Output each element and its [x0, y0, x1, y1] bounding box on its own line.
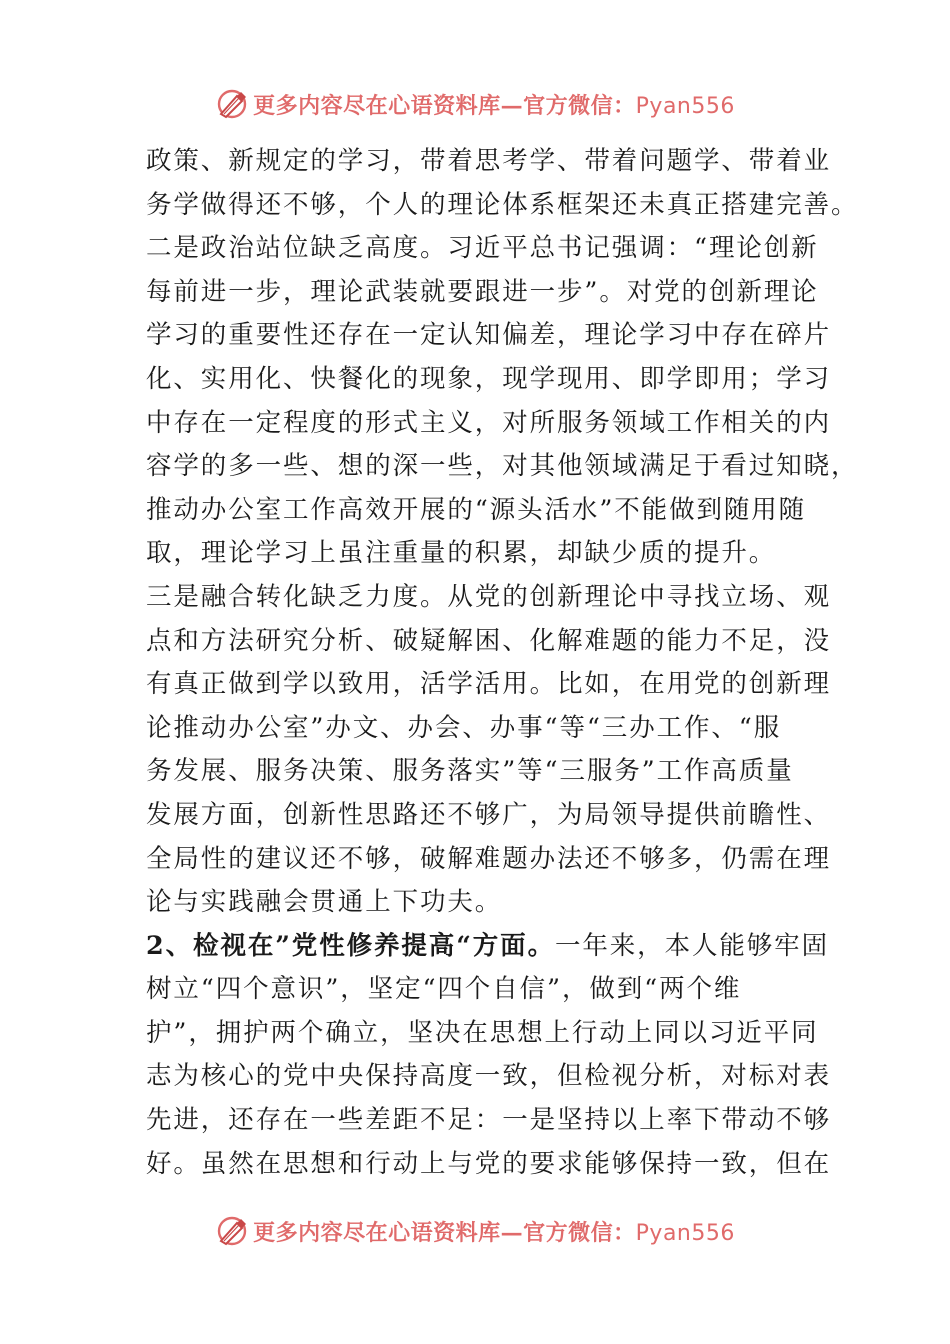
section-heading: 2、检视在”党性修养提高“方面。: [146, 930, 555, 961]
text-line: 好。虽然在思想和行动上与党的要求能够保持一致，但在: [146, 1148, 832, 1179]
text-line: 推动办公室工作高效开展的“源头活水”不能做到随用随: [146, 494, 807, 525]
header-watermark-text: 更多内容尽在心语资料库—官方微信：Pyan556: [253, 92, 735, 119]
text-line: 三是融合转化缺乏力度。从党的创新理论中寻找立场、观: [146, 581, 832, 612]
header-watermark-banner: [0, 82, 950, 126]
text-line: 二是政治站位缺乏高度。习近平总书记强调：“理论创新: [146, 233, 819, 264]
heading-continuation: 一年来，本人能够牢固: [554, 930, 829, 961]
text-line: 论与实践融会贯通上下功夫。: [146, 887, 503, 918]
text-line: 容学的多一些、想的深一些，对其他领域满足于看过知晓，: [146, 451, 859, 482]
footer-watermark-banner: [0, 1209, 950, 1253]
text-line: 点和方法研究分析、破疑解困、化解难题的能力不足，没: [146, 625, 832, 656]
text-line: 政策、新规定的学习，带着思考学、带着问题学、带着业: [146, 146, 832, 176]
pen-nib-logo-icon: [215, 1214, 249, 1248]
text-line: 务发展、服务决策、服务落实”等“三服务”工作高质量: [146, 756, 794, 787]
text-line: 务学做得还不够，个人的理论体系框架还未真正搭建完善。: [146, 189, 859, 220]
text-line: 学习的重要性还存在一定认知偏差，理论学习中存在碎片: [146, 320, 832, 351]
text-line: 化、实用化、快餐化的现象，现学现用、即学即用；学习: [146, 363, 832, 394]
text-line: 全局性的建议还不够，破解难题办法还不够多，仍需在理: [146, 843, 832, 874]
text-line: 取，理论学习上虽注重量的积累，却缺少质的提升。: [146, 538, 777, 569]
text-line: 先进，还存在一些差距不足：一是坚持以上率下带动不够: [146, 1105, 832, 1136]
text-line: 论推动办公室”办文、办会、办事“等“三办工作、“服: [146, 712, 782, 743]
section-heading-line: [146, 925, 829, 969]
text-line: 有真正做到学以致用，活学活用。比如，在用党的创新理: [146, 669, 832, 700]
text-line: 树立“四个意识”，坚定“四个自信”，做到“两个维: [146, 974, 742, 1005]
text-line: 护”，拥护两个确立，坚决在思想上行动上同以习近平同: [146, 1017, 819, 1048]
footer-watermark-text: 更多内容尽在心语资料库—官方微信：Pyan556: [253, 1219, 735, 1246]
document-body: [146, 140, 859, 1186]
text-line: 每前进一步，理论武装就要跟进一步”。对党的创新理论: [146, 276, 819, 307]
text-line: 发展方面，创新性思路还不够广，为局领导提供前瞻性、: [146, 799, 832, 830]
text-line: 中存在一定程度的形式主义，对所服务领域工作相关的内: [146, 407, 832, 438]
text-line: 志为核心的党中央保持高度一致，但检视分析，对标对表: [146, 1061, 832, 1092]
pen-nib-logo-icon: [215, 87, 249, 121]
